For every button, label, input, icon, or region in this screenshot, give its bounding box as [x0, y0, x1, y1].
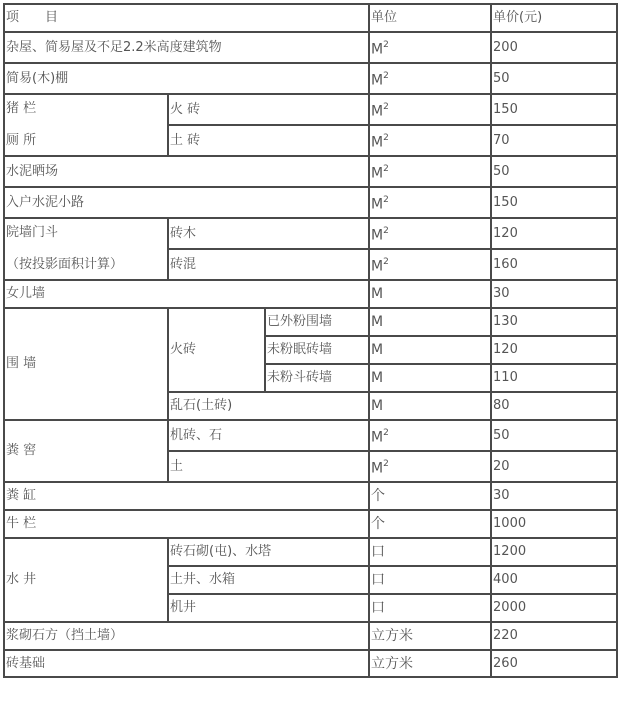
unit-cell: 个 — [369, 510, 491, 538]
item-cell: 牛 栏 — [4, 510, 369, 538]
unit-cell: $M^2$ — [369, 156, 491, 187]
item-cell — [4, 94, 168, 156]
item-cell: 水 井 — [4, 538, 168, 622]
table-row — [4, 622, 617, 650]
unit-cell: $M^2$ — [369, 218, 491, 249]
table-row — [4, 280, 617, 308]
price-cell: 200 — [491, 32, 617, 63]
price-cell: 50 — [491, 156, 617, 187]
price-cell: 50 — [491, 420, 617, 451]
unit-cell: $M^2$ — [369, 420, 491, 451]
item-cell: 简易(木)棚 — [4, 63, 369, 94]
sub-item-cell: 火 砖 — [168, 94, 369, 125]
price-cell: 400 — [491, 566, 617, 594]
price-cell: 80 — [491, 392, 617, 420]
unit-cell: $M^2$ — [369, 249, 491, 280]
unit-cell: $M^2$ — [369, 32, 491, 63]
unit-cell: $M^2$ — [369, 94, 491, 125]
table-row — [4, 32, 617, 63]
sub-item-cell: 已外粉围墙 — [265, 308, 369, 336]
unit-cell: 口 — [369, 594, 491, 622]
unit-cell: M — [369, 364, 491, 392]
group-cell: 火砖 — [168, 308, 265, 392]
header-unit: 单位 — [369, 4, 491, 32]
unit-cell: $M^2$ — [369, 63, 491, 94]
table-header-row — [4, 4, 617, 32]
table-row — [4, 187, 617, 218]
table-row — [4, 63, 617, 94]
unit-cell: $M^2$ — [369, 187, 491, 218]
price-cell: 70 — [491, 125, 617, 156]
sub-item-cell: 土井、水箱 — [168, 566, 369, 594]
item-line: （按投影面积计算） — [6, 257, 124, 272]
unit-cell: M — [369, 336, 491, 364]
item-cell — [4, 218, 168, 280]
price-cell: 20 — [491, 451, 617, 482]
sub-item-cell: 土 砖 — [168, 125, 369, 156]
price-cell: 50 — [491, 63, 617, 94]
sub-item-cell: 土 — [168, 451, 369, 482]
item-cell: 粪 缸 — [4, 482, 369, 510]
item-cell: 粪 窖 — [4, 420, 168, 482]
item-line: 猪 栏 — [6, 101, 37, 116]
header-price: 单价(元) — [491, 4, 617, 32]
sub-item-cell: 砖混 — [168, 249, 369, 280]
item-cell: 浆砌石方（挡土墙） — [4, 622, 369, 650]
price-cell: 30 — [491, 280, 617, 308]
item-line: 院墙门斗 — [6, 225, 59, 240]
price-cell: 150 — [491, 94, 617, 125]
table-row — [4, 482, 617, 510]
price-cell: 260 — [491, 650, 617, 677]
item-cell: 围 墙 — [4, 308, 168, 420]
price-cell: 120 — [491, 336, 617, 364]
item-cell: 女儿墙 — [4, 280, 369, 308]
sub-item-cell: 机砖、石 — [168, 420, 369, 451]
price-cell: 110 — [491, 364, 617, 392]
compensation-price-table — [3, 3, 618, 678]
price-cell: 150 — [491, 187, 617, 218]
price-cell: 30 — [491, 482, 617, 510]
unit-cell: M — [369, 280, 491, 308]
sub-item-cell: 乱石(土砖) — [168, 392, 369, 420]
unit-cell: $M^2$ — [369, 125, 491, 156]
unit-cell: $M^2$ — [369, 451, 491, 482]
table-row — [4, 510, 617, 538]
item-line: 厕 所 — [6, 133, 37, 148]
table-row — [4, 218, 617, 249]
unit-cell: 口 — [369, 538, 491, 566]
unit-cell: 口 — [369, 566, 491, 594]
price-cell: 120 — [491, 218, 617, 249]
unit-cell: M — [369, 308, 491, 336]
price-cell: 1200 — [491, 538, 617, 566]
sub-item-cell: 未粉斗砖墙 — [265, 364, 369, 392]
table-row — [4, 156, 617, 187]
price-cell: 160 — [491, 249, 617, 280]
item-cell: 水泥晒场 — [4, 156, 369, 187]
sub-item-cell: 砖木 — [168, 218, 369, 249]
table-row — [4, 538, 617, 566]
table-row — [4, 420, 617, 451]
table-row — [4, 308, 617, 336]
item-cell: 杂屋、简易屋及不足2.2米高度建筑物 — [4, 32, 369, 63]
table-row — [4, 650, 617, 677]
unit-cell: 个 — [369, 482, 491, 510]
unit-cell: 立方米 — [369, 622, 491, 650]
sub-item-cell: 机井 — [168, 594, 369, 622]
sub-item-cell: 砖石砌(屯)、水塔 — [168, 538, 369, 566]
price-cell: 220 — [491, 622, 617, 650]
item-cell: 入户水泥小路 — [4, 187, 369, 218]
price-cell: 130 — [491, 308, 617, 336]
unit-cell: M — [369, 392, 491, 420]
price-cell: 1000 — [491, 510, 617, 538]
price-cell: 2000 — [491, 594, 617, 622]
unit-cell: 立方米 — [369, 650, 491, 677]
sub-item-cell: 未粉眠砖墙 — [265, 336, 369, 364]
table-row — [4, 94, 617, 125]
header-item: 项 目 — [4, 4, 369, 32]
item-cell: 砖基础 — [4, 650, 369, 677]
